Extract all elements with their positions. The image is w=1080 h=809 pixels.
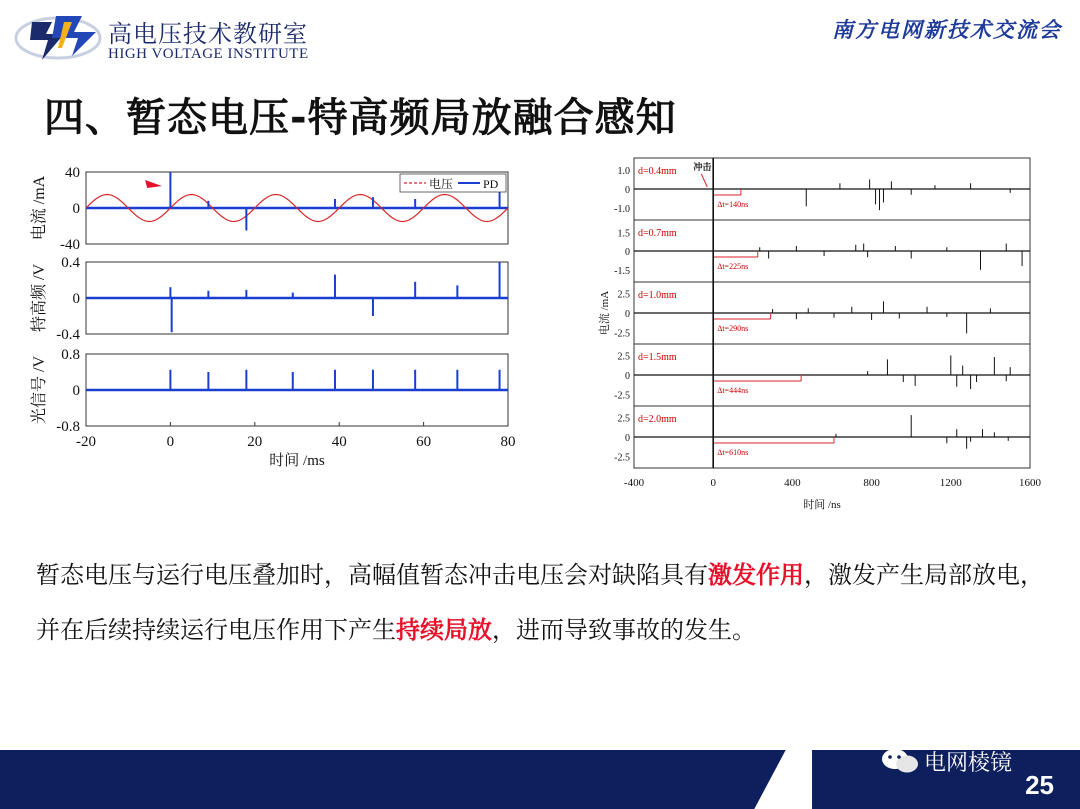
legend-voltage-label: 电压: [429, 177, 454, 191]
x-tick-label: 0: [710, 477, 716, 489]
highlight-sustained-pd: 持续局放: [396, 616, 492, 644]
y-tick-label: -1.0: [614, 204, 630, 216]
page-number: 25: [1025, 770, 1054, 800]
y-tick-label: 40: [65, 165, 80, 181]
logo-en-text: HIGH VOLTAGE INSTITUTE: [108, 46, 309, 62]
y-tick-label: 1.0: [617, 165, 630, 177]
y-tick-label: 0.8: [61, 347, 80, 363]
header-logo: [12, 8, 312, 68]
y-tick-label: -2.5: [614, 390, 630, 402]
y-tick-label: 0: [625, 433, 630, 444]
y-tick-label: 0.4: [61, 255, 80, 271]
y-tick-label: 2.5: [617, 351, 630, 363]
logo-cn-text: 高电压技术教研室: [108, 20, 308, 48]
delta-t-label: Δt=140ns: [717, 200, 749, 209]
page-title: 四、暂态电压-特高频局放融合感知: [44, 95, 677, 141]
x-tick-label: 40: [331, 434, 347, 450]
chart-left: [30, 160, 540, 475]
panel-label-2: d=0.7mm: [638, 228, 677, 239]
body-text-3: ，进而导致事故的发生。: [492, 616, 756, 644]
panel-label-1: d=0.4mm: [638, 166, 677, 177]
y-tick-label: 2.5: [617, 289, 630, 301]
x-tick-label: 20: [247, 434, 263, 450]
body-paragraph: [36, 548, 1046, 658]
panel-label-3: d=1.0mm: [638, 290, 677, 301]
wechat-icon: [880, 747, 920, 775]
x-tick-label: 1600: [1019, 477, 1041, 489]
y-tick-label: 0: [72, 201, 80, 217]
y-tick-label: -1.5: [614, 265, 630, 277]
y-tick-label: 2.5: [617, 413, 630, 425]
highlight-excitation: 激发作用: [708, 561, 804, 589]
y-tick-label: -2.5: [614, 452, 630, 464]
x-tick-label: 80: [500, 434, 516, 450]
watermark: [880, 746, 1012, 776]
logo-mark-icon: [12, 8, 104, 64]
body-text-1: 暂态电压与运行电压叠加时，高幅值暂态冲击电压会对缺陷具有: [36, 561, 708, 589]
delta-t-label: Δt=290ns: [717, 324, 749, 333]
x-tick-label: -20: [76, 434, 96, 450]
chart-right: [598, 150, 1048, 510]
x-axis-label: 时间 /ms: [269, 453, 325, 469]
x-axis-label: 时间 /ns: [803, 499, 841, 510]
body-text-2: ，激发产生局部放电，并在后续持续运行电压作用下产生: [36, 561, 1044, 644]
panel-label-5: d=2.0mm: [638, 414, 677, 425]
panel-label-4: d=1.5mm: [638, 352, 677, 363]
conference-title: 南方电网新技术交流会: [832, 17, 1062, 42]
impulse-arrow: [701, 174, 707, 187]
y-tick-label: 0: [625, 247, 630, 258]
watermark-text: 电网棱镜: [924, 750, 1013, 776]
y-axis-label: 电流 /mA: [599, 290, 611, 336]
delta-t-label: Δt=444ns: [717, 386, 749, 395]
y-axis-label-1: 电流 /mA: [31, 175, 48, 241]
x-tick-label: -400: [623, 477, 645, 489]
y-tick-label: 0: [72, 291, 80, 307]
legend-pd-label: PD: [483, 177, 499, 191]
delta-t-label: Δt=610ns: [717, 448, 749, 457]
x-tick-label: 400: [784, 477, 801, 489]
delta-t-label: Δt=225ns: [717, 262, 749, 271]
y-tick-label: 0: [625, 309, 630, 320]
y-tick-label: 0: [625, 185, 630, 196]
y-tick-label: -2.5: [614, 328, 630, 340]
y-tick-label: 1.5: [617, 228, 630, 240]
y-tick-label: -0.8: [56, 419, 80, 435]
y-tick-label: -40: [60, 237, 80, 253]
y-tick-label: 0: [72, 383, 80, 399]
y-tick-label: -0.4: [56, 327, 80, 343]
header-divider: [0, 72, 1080, 74]
x-tick-label: 0: [166, 434, 175, 450]
y-axis-label-3: 光信号 /V: [31, 355, 48, 425]
y-tick-label: 0: [625, 371, 630, 382]
x-tick-label: 1200: [939, 477, 962, 489]
impulse-annotation: 冲击: [693, 162, 712, 172]
x-tick-label: 60: [416, 434, 432, 450]
x-tick-label: 800: [863, 477, 880, 489]
y-axis-label-2: 特高频 /V: [31, 263, 48, 333]
